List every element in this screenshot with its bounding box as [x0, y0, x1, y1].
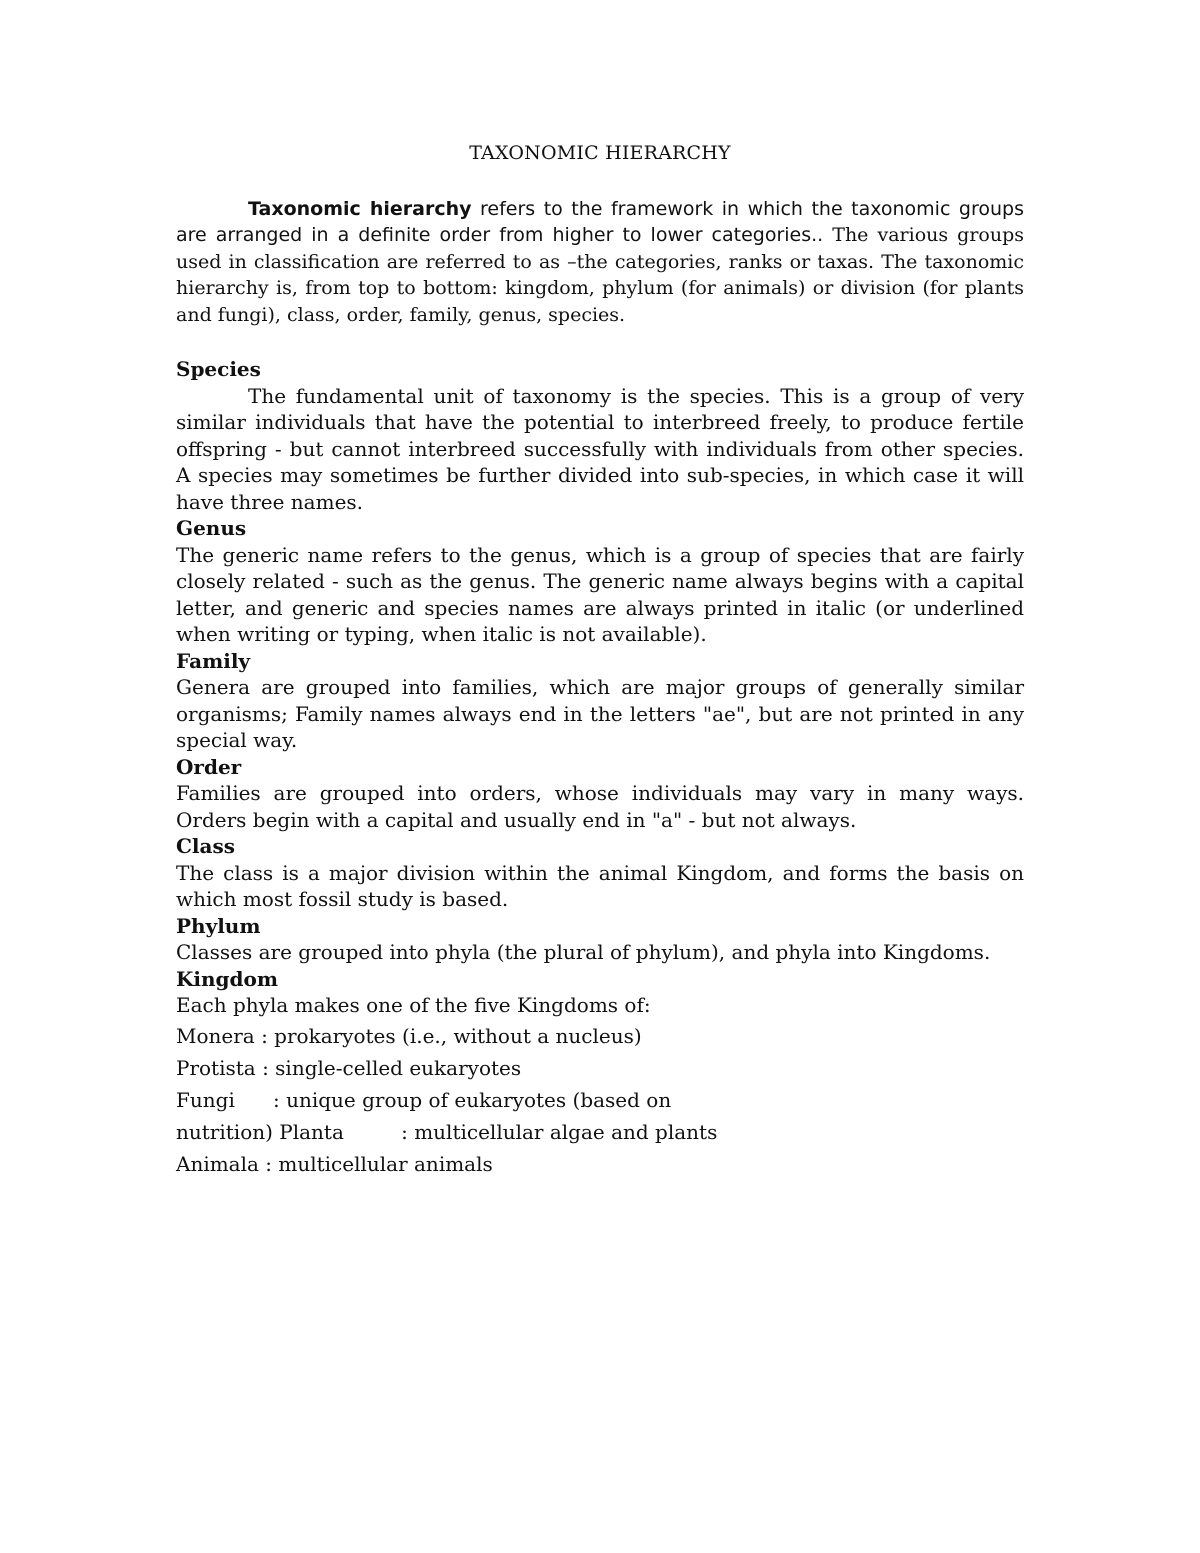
section-body-genus: The generic name refers to the genus, which is a group of species that are fairly closely related - such as the genus. The generic name always begins with a capital letter, and generic and species names are always printed in italic (or underlined when writing or typing, when italic is not available). [176, 542, 1024, 646]
section-body-kingdom: Each phyla makes one of the five Kingdoms of: [176, 993, 651, 1017]
section-heading-species: Species [176, 357, 261, 381]
section-kingdom [176, 966, 1024, 1019]
document-page [176, 140, 1024, 1183]
document-title: TAXONOMIC HIERARCHY [469, 142, 731, 164]
kingdom-line-monera: Monera : prokaryotes (i.e., without a nucleus) [176, 1023, 642, 1048]
kingdom-line-protista: Protista : single-celled eukaryotes [176, 1055, 522, 1080]
intro-text-serif: The various groups used in classification are referred to as –the categories, ranks or taxas. The taxonomic hierarchy is, from top to bottom: kingdom, phylum (for animals) or division (for plants and fungi), class, order, family, genus, species. [176, 224, 1024, 326]
intro-paragraph [176, 196, 1024, 329]
section-body-order: Families are grouped into orders, whose individuals may vary in many ways. Orders begin with a capital and usually end in "a" - but not always. [176, 781, 1024, 832]
kingdom-list [176, 1023, 1024, 1177]
section-heading-order: Order [176, 754, 242, 779]
kingdom-line-fungi: Fungi : unique group of eukaryotes (based on [176, 1087, 672, 1112]
section-phylum [176, 913, 1024, 966]
section-heading-genus: Genus [176, 516, 247, 540]
section-heading-family: Family [176, 648, 251, 673]
section-class [176, 833, 1024, 913]
section-order [176, 754, 1024, 834]
intro-term: Taxonomic hierarchy [248, 197, 472, 220]
section-species [176, 356, 1024, 515]
kingdom-line-nutrition-planta: nutrition) Planta : multicellular algae and plants [176, 1119, 718, 1144]
section-heading-kingdom: Kingdom [176, 966, 278, 991]
section-heading-class: Class [176, 834, 235, 858]
intro-text-sans: refers to the framework in which the taxonomic groups are arranged in a definite order from higher to lower categories.. [176, 197, 1024, 246]
section-heading-phylum: Phylum [176, 913, 261, 938]
section-family [176, 648, 1024, 754]
kingdom-line-animala: Animala : multicellular animals [176, 1151, 493, 1176]
section-body-phylum: Classes are grouped into phyla (the plural of phylum), and phyla into Kingdoms. [176, 940, 991, 964]
section-body-family: Genera are grouped into families, which are major groups of generally similar organisms; Family names always end in the letters "ae", but are not printed in any special way. [176, 675, 1024, 752]
section-body-class: The class is a major division within the animal Kingdom, and forms the basis on which most fossil study is based. [176, 860, 1024, 911]
section-body-species: The fundamental unit of taxonomy is the species. This is a group of very similar individuals that have the potential to interbreed freely, to produce fertile offspring - but cannot interbreed successfully with individuals from other species. A species may sometimes be further divided into sub-species, in which case it will have three names. [176, 383, 1024, 514]
section-genus [176, 515, 1024, 648]
